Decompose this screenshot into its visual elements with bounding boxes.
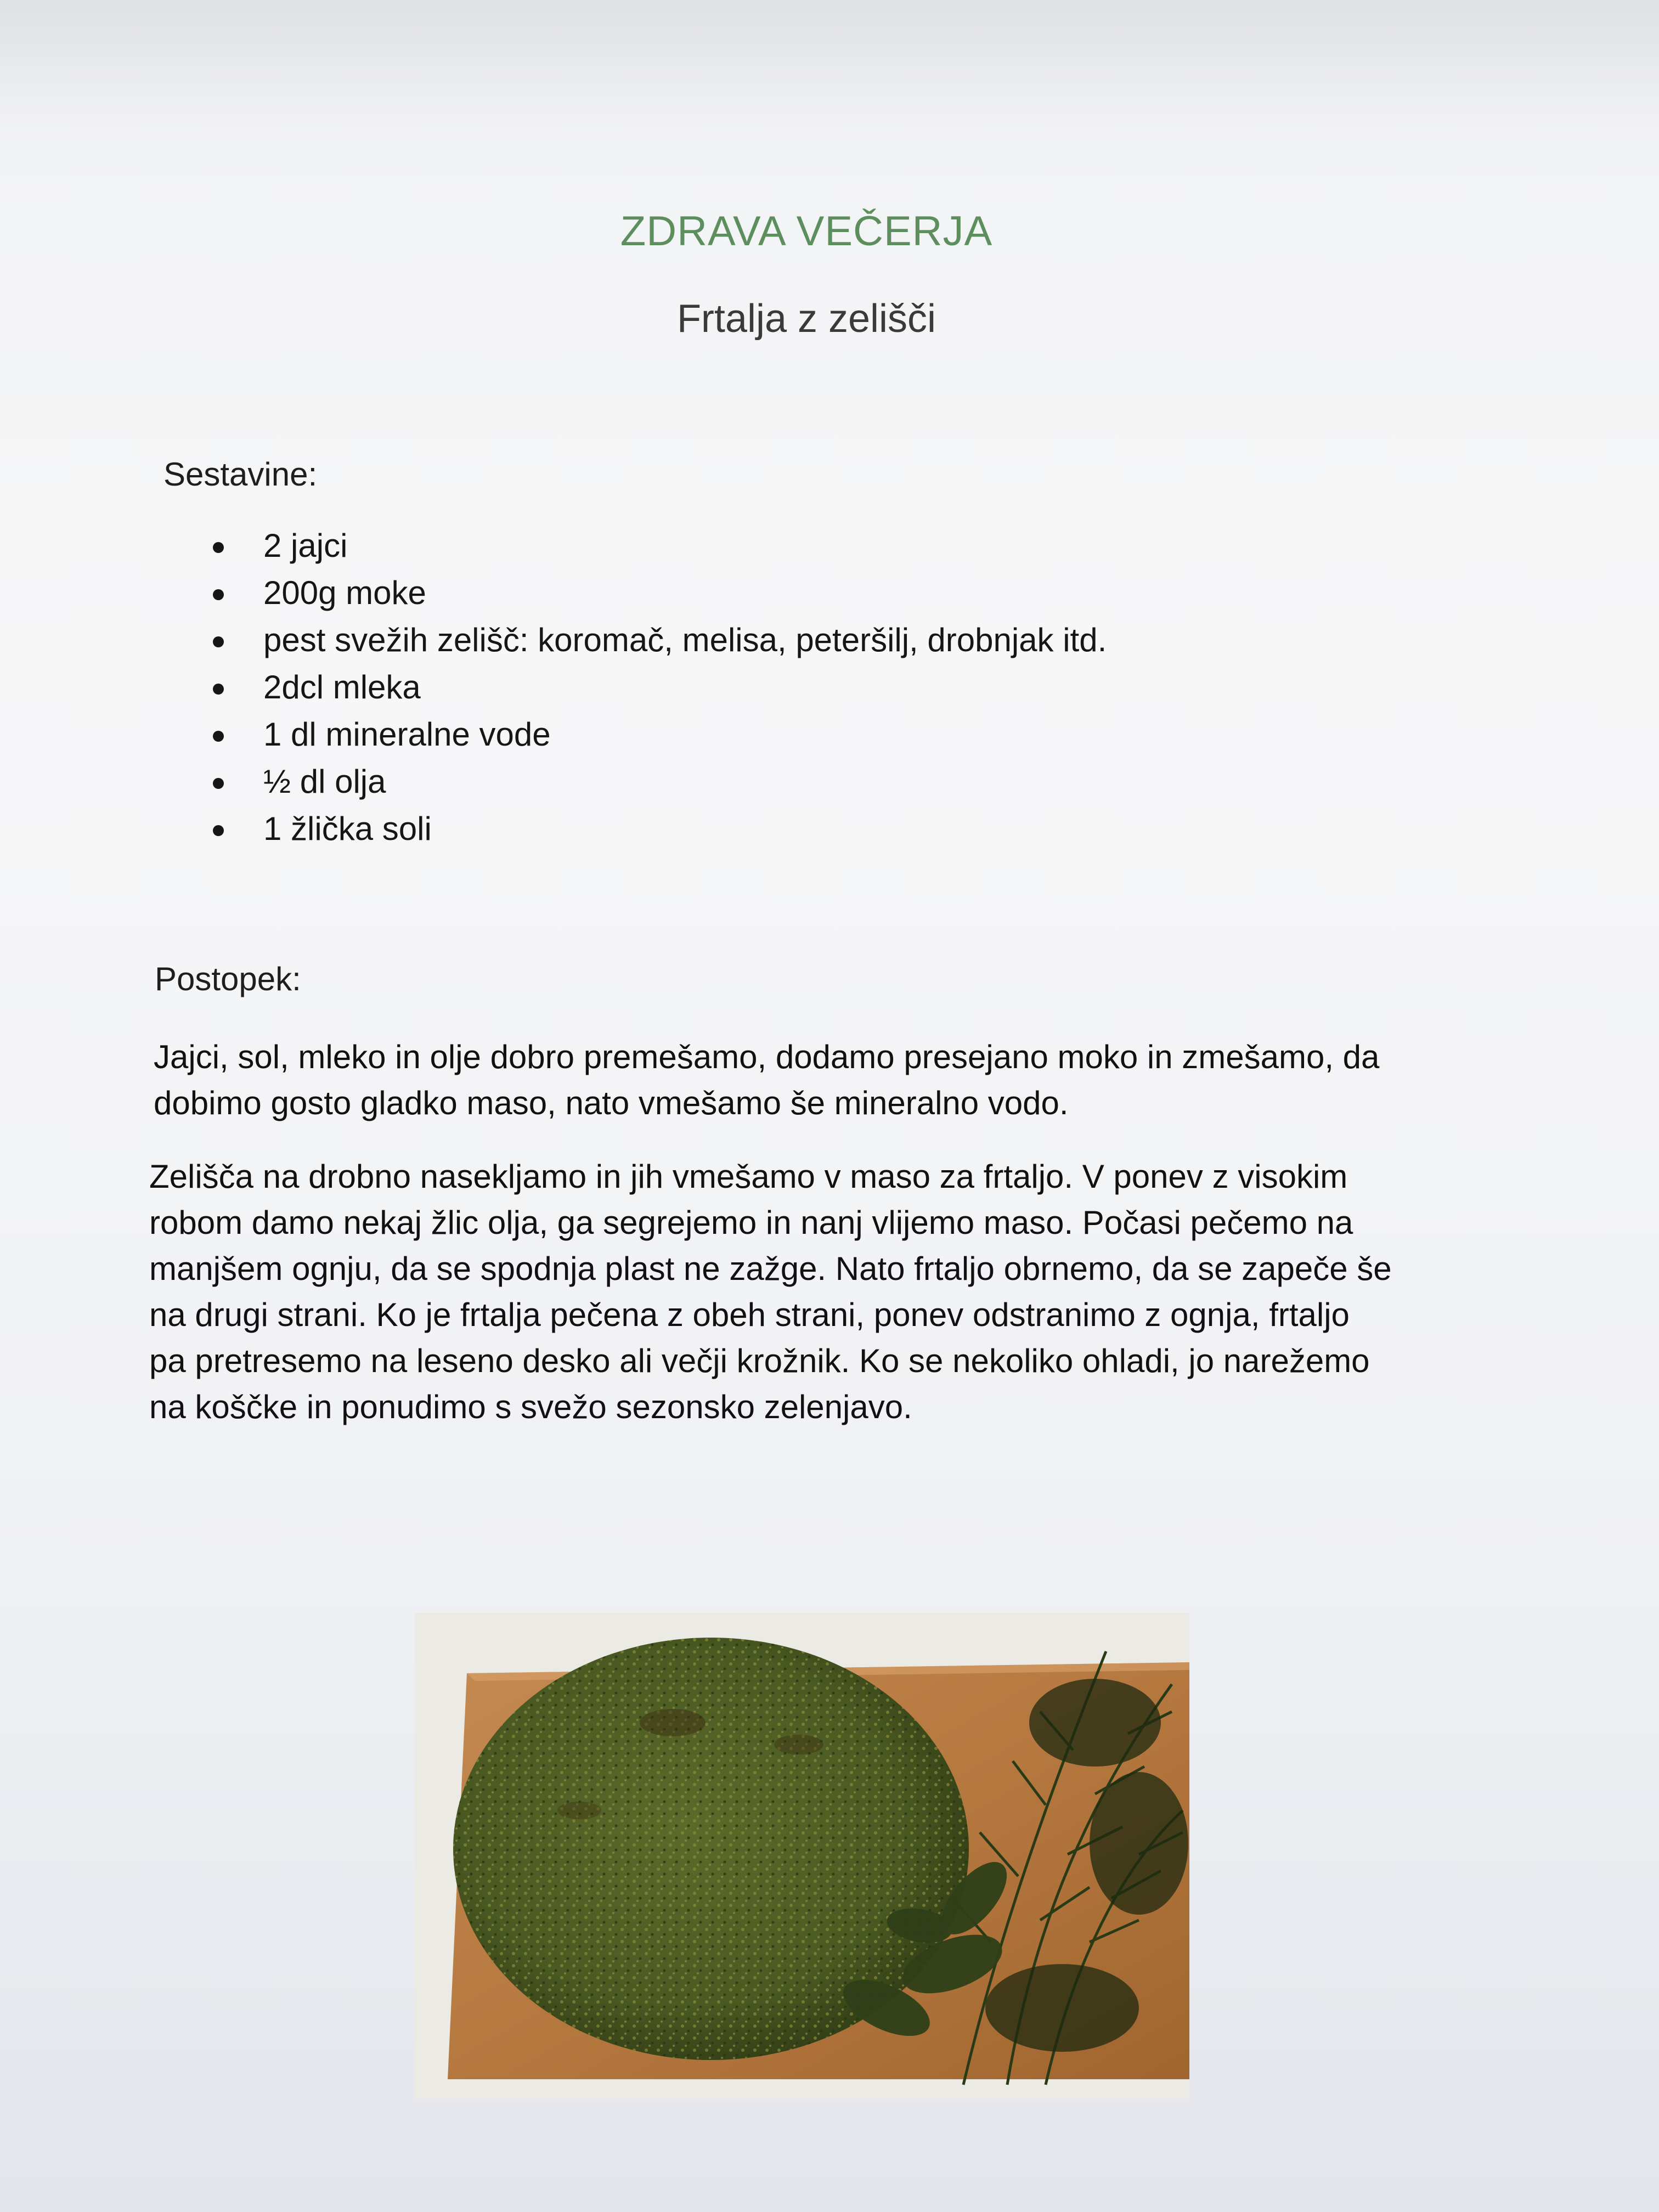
text-line: na drugi strani. Ko je frtalja pečena z obeh strani, ponev odstranimo z ognja, frtaljo bbox=[149, 1296, 1350, 1333]
method-paragraph-2 bbox=[149, 1154, 1392, 1430]
list-item: 1 dl mineralne vode bbox=[207, 711, 1107, 758]
text-line: dobimo gosto gladko maso, nato vmešamo še mineralno vodo. bbox=[154, 1085, 1069, 1121]
bullet-icon bbox=[213, 825, 224, 836]
frittata-photo bbox=[415, 1613, 1189, 2099]
text-line: Jajci, sol, mleko in olje dobro premešamo, dodamo presejano moko in zmešamo, da bbox=[154, 1039, 1380, 1075]
bullet-icon bbox=[213, 778, 224, 789]
method-heading: Postopek: bbox=[155, 961, 301, 997]
bullet-icon bbox=[213, 731, 224, 742]
recipe-title: Frtalja z zelišči bbox=[676, 297, 936, 341]
list-item: 1 žlička soli bbox=[207, 805, 1107, 853]
bullet-icon bbox=[213, 636, 224, 647]
ingredients-list bbox=[207, 522, 1107, 853]
text-line: pa pretresemo na leseno desko ali večji krožnik. Ko se nekoliko ohladi, jo narežemo bbox=[149, 1342, 1370, 1379]
text-line: Zelišča na drobno nasekljamo in jih vmešamo v maso za frtaljo. V ponev z visokim bbox=[149, 1158, 1348, 1195]
text-line: na koščke in ponudimo s svežo sezonsko zelenjavo. bbox=[149, 1389, 912, 1425]
list-item: 2 jajci bbox=[207, 522, 1107, 569]
page-title: ZDRAVA VEČERJA bbox=[620, 208, 993, 255]
bullet-icon bbox=[213, 684, 224, 695]
paper-shadow bbox=[0, 0, 1659, 143]
bullet-icon bbox=[213, 542, 224, 553]
bullet-icon bbox=[213, 589, 224, 600]
list-item: 2dcl mleka bbox=[207, 664, 1107, 711]
text-line: robom damo nekaj žlic olja, ga segrejemo in nanj vlijemo maso. Počasi pečemo na bbox=[149, 1204, 1353, 1241]
list-item: 200g moke bbox=[207, 569, 1107, 617]
text-line: manjšem ognju, da se spodnja plast ne zažge. Nato frtaljo obrnemo, da se zapeče še bbox=[149, 1250, 1392, 1287]
frittata-illustration bbox=[415, 1613, 1189, 2099]
list-item: ½ dl olja bbox=[207, 758, 1107, 805]
list-item: pest svežih zelišč: koromač, melisa, peteršilj, drobnjak itd. bbox=[207, 617, 1107, 664]
method-paragraph-1 bbox=[154, 1034, 1379, 1126]
ingredients-heading: Sestavine: bbox=[163, 456, 318, 493]
